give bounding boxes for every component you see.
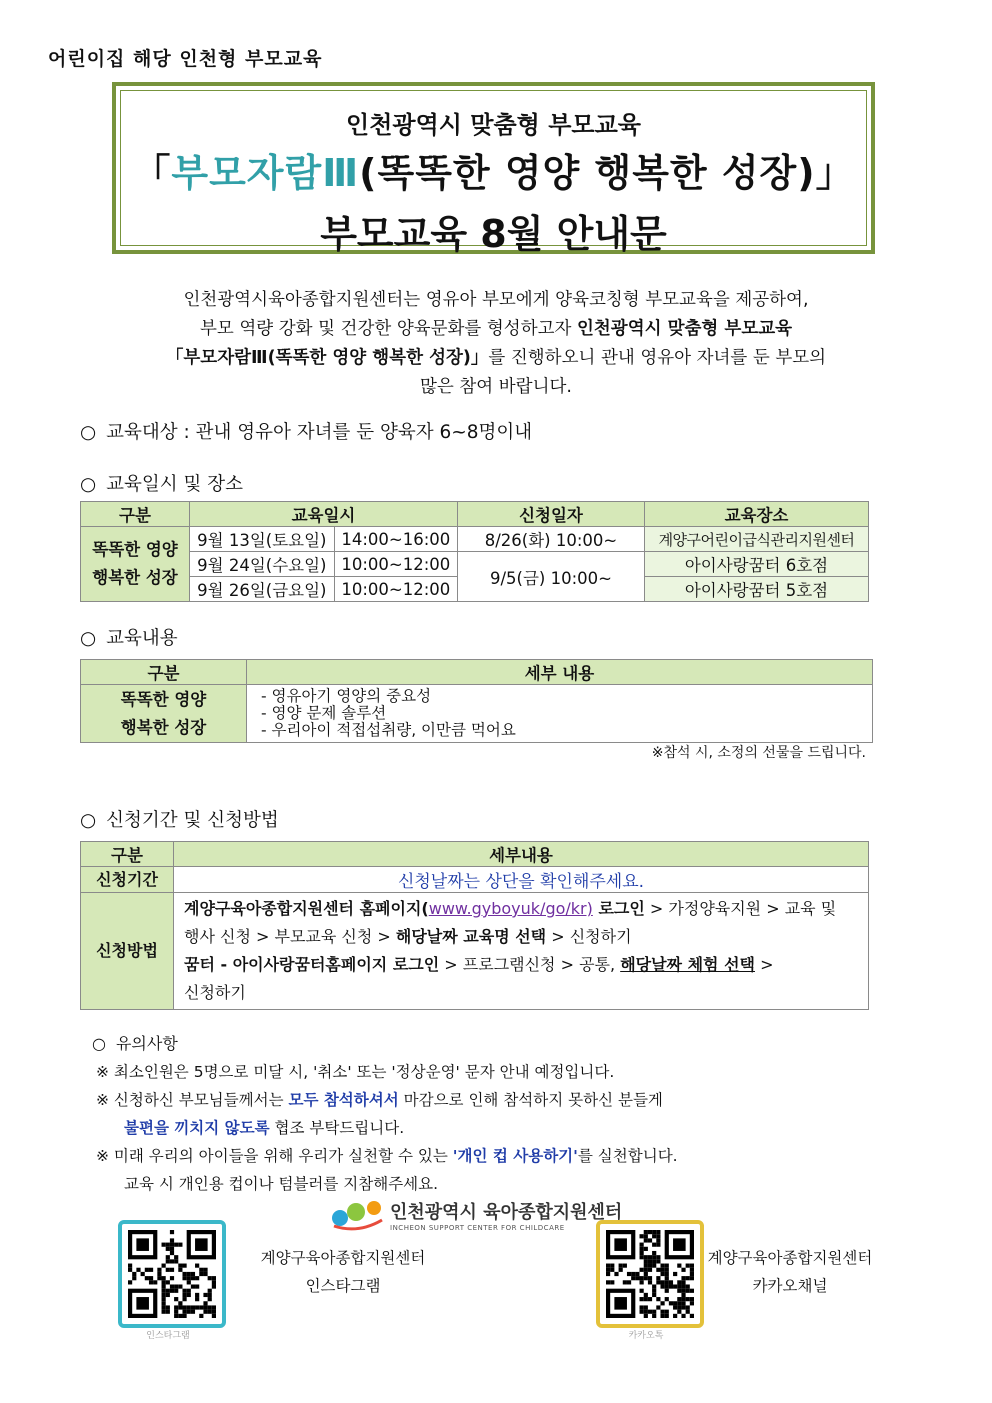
center-logo-icon	[330, 1198, 386, 1232]
target-line: ○ 교육대상 : 관내 영유아 자녀를 둔 양육자 6~8명이내	[80, 422, 533, 443]
document-label: 어린이집 해당 인천형 부모교육	[48, 48, 323, 70]
kakao-label: 계양구육아종합지원센터 카카오채널	[707, 1249, 873, 1295]
center-logo-name: 인천광역시 육아종합지원센터	[390, 1202, 623, 1223]
qr-code-icon[interactable]	[596, 1220, 704, 1328]
schedule-category: 똑똑한 영양 행복한 성장	[81, 527, 190, 602]
content-category: 똑똑한 영양 행복한 성장	[81, 685, 247, 743]
caution-section: ○ 유의사항 ※ 최소인원은 5명으로 미달 시, '취소' 또는 '정상운영' 문자 안내 예정입니다. ※ 신청하신 부모님들께서는 모두 참석하셔서 마감으로 인해 참석하지 못하신 분들게 불편을 끼치지 않도록 협조 부탁드립니다. ※ 미래 우리의 아이들을 위해 우리가 실천할 수 있는 '개인 컵 사용하기'를 실천합니다. 교육 시 개인용 컵이나 텀블러를 지참해주세요.	[92, 1034, 678, 1193]
homepage-link[interactable]: www.gyboyuk/go/kr)	[428, 899, 593, 918]
content-table: 구분 세부 내용 똑똑한 영양 행복한 성장 - 영유아기 영양의 중요성 - 영양 문제 솔루션 - 우리아이 적접섭취량, 이만큼 먹어요	[80, 659, 873, 743]
intro-paragraph: 인천광역시육아종합지원센터는 영유아 부모에게 양육코칭형 부모교육을 제공하여, 부모 역량 강화 및 건강한 양육문화를 형성하고자 인천광역시 맞춤형 부모교육 「부모자람Ⅲ(똑똑한 영양 행복한 성장)」를 진행하오니 관내 영유아 자녀를 둔 부모의 많은 참여 바랍니다.	[165, 290, 827, 397]
list-item: - 영유아기 영양의 중요성	[261, 687, 432, 705]
apply-heading: ○ 신청기간 및 신청방법	[80, 810, 279, 831]
instagram-label: 계양구육아종합지원센터 인스타그램	[260, 1249, 426, 1295]
center-logo	[330, 1198, 622, 1232]
list-item: - 영양 문제 솔루션	[261, 704, 387, 722]
center-logo-sub: INCHEON SUPPORT CENTER FOR CHILDCARE	[390, 1224, 565, 1232]
title-line3: 부모교육 8월 안내문	[320, 212, 667, 256]
table-row: 9월 24일(수요일)	[190, 552, 335, 577]
apply-table: 구분 세부내용 신청기간 신청날짜는 상단을 확인해주세요. 신청방법 계양구육아종합지원센터 홈페이지(www.gyboyuk/go/kr) 로그인 > 가정양육지원 > 교육 및 행사 신청 > 부모교육 신청 > 해당날짜 교육명 선택 > 신청하기 꿈터 - 아이사랑꿈터홈페이지 로그인 > 프로그램신청 > 공통, 해당날짜 체험 선택 > 신청하기	[80, 841, 869, 1010]
instagram-qr[interactable]: 인스타그램	[118, 1220, 226, 1341]
qr-code-icon[interactable]	[118, 1220, 226, 1328]
table-row: 9월 26일(금요일)	[190, 577, 335, 602]
schedule-heading: ○ 교육일시 및 장소	[80, 474, 244, 495]
title-line1: 인천광역시 맞춤형 부모교육	[346, 111, 641, 139]
apply-period-text: 신청날짜는 상단을 확인해주세요.	[174, 867, 869, 893]
title-line2: 「부모자람Ⅲ(똑똑한 영양 행복한 성장)」	[132, 151, 855, 195]
title-highlight: 부모자람Ⅲ	[171, 151, 360, 195]
content-items	[247, 685, 873, 743]
gift-note: ※참석 시, 소정의 선물을 드립니다.	[651, 745, 866, 761]
table-row: 9월 13일(토요일)	[190, 527, 335, 552]
content-heading: ○ 교육내용	[80, 628, 178, 649]
schedule-table: 구분 교육일시 신청일자 교육장소 똑똑한 영양 행복한 성장 9월 13일(토요일) 14:00~16:00 8/26(화) 10:00~ 계양구어린이급식관리지원센터 9월 24일(수요일) 10:00~12:00 9/5(금) 10:00~ 아이사랑꿈터 6호점 9월 26일(금요일) 10:00~12:00 아이사랑꿈터 5호점	[80, 501, 869, 602]
list-item: - 우리아이 적접섭취량, 이만큼 먹어요	[261, 721, 516, 739]
kakao-qr[interactable]: 카카오톡	[596, 1220, 704, 1341]
apply-method: 계양구육아종합지원센터 홈페이지(www.gyboyuk/go/kr) 로그인 > 가정양육지원 > 교육 및 행사 신청 > 부모교육 신청 > 해당날짜 교육명 선택 > 신청하기 꿈터 - 아이사랑꿈터홈페이지 로그인 > 프로그램신청 > 공통, 해당날짜 체험 선택 > 신청하기	[174, 893, 869, 1010]
title-box	[112, 82, 875, 254]
